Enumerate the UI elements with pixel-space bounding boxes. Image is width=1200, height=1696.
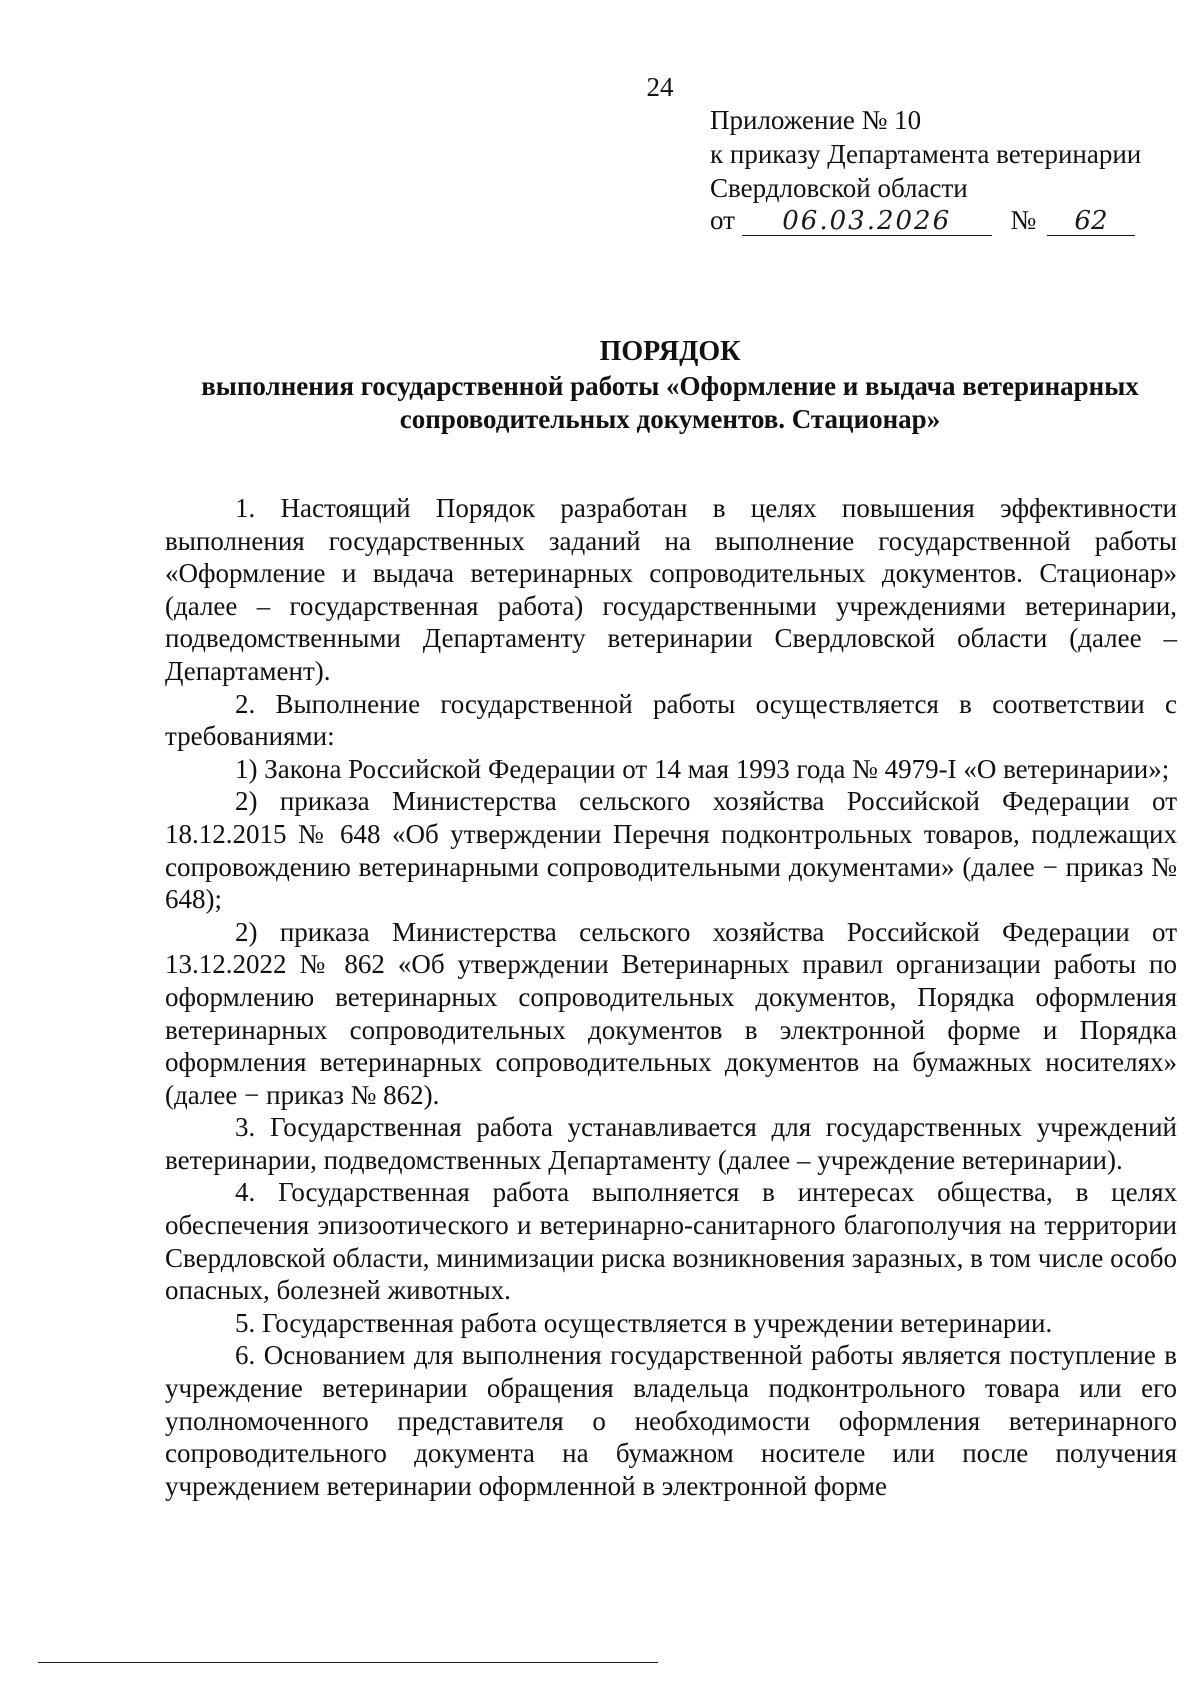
- paragraph: 5. Государственная работа осуществляется в учреждении ветеринарии.: [235, 1307, 1053, 1338]
- paragraph: 2) приказа Министерства сельского хозяйства Российской Федерации от 18.12.2015 № 648 «Об утверждении Перечня подконтрольных товаров, подлежащих сопровождению ветеринарными сопроводительными документами» (далее − приказ № 648);: [165, 786, 1177, 915]
- paragraph: 2. Выполнение государственной работы осуществляется в соответствии с требованиями:: [165, 688, 1177, 752]
- appendix-order-ref: к приказу Департамента ветеринарии: [710, 139, 1142, 169]
- handwritten-number: 62: [1047, 207, 1135, 236]
- title-main: ПОРЯДОК: [599, 336, 741, 367]
- document-title: [165, 335, 1175, 436]
- handwritten-date: 06.03.2026: [742, 207, 992, 236]
- appendix-header: [710, 103, 1141, 205]
- paragraph: 1) Закона Российской Федерации от 14 мая 1993 года № 4979-I «О ветеринарии»;: [235, 753, 1170, 784]
- from-label: от: [710, 205, 735, 235]
- page-number: 24: [646, 72, 674, 102]
- appendix-number: Приложение № 10: [710, 105, 922, 135]
- paragraph: 1. Настоящий Порядок разработан в целях повышения эффективности выполнения государственных заданий на выполнение государственной работы «Оформление и выдача ветеринарных сопроводительных документов. Стационар» (далее – государственная работа) государственными учреждениями ветеринарии, подведомственными Департаменту ветеринарии Свердловской области (далее – Департамент).: [165, 493, 1177, 686]
- document-body: [165, 492, 1177, 1502]
- paragraph: 4. Государственная работа выполняется в интересах общества, в целях обеспечения эпизоотического и ветеринарно-санитарного благополучия на территории Свердловской области, минимизации риска возникновения заразных, в том числе особо опасных, болезней животных.: [165, 1177, 1177, 1306]
- number-label: №: [1010, 205, 1037, 235]
- title-subtitle: выполнения государственной работы «Оформление и выдача ветеринарных сопроводительных документов. Стационар»: [201, 371, 1139, 434]
- order-date-number-line: [710, 203, 1135, 237]
- paragraph: 6. Основанием для выполнения государственной работы является поступление в учреждение ветеринарии обращения владельца подконтрольного товара или его уполномоченного представителя о необходимости оформления ветеринарного сопроводительного документа на бумажном носителе или после получения учреждением ветеринарии оформленной в электронной форме: [165, 1340, 1177, 1501]
- paragraph: 2) приказа Министерства сельского хозяйства Российской Федерации от 13.12.2022 № 862 «Об утверждении Ветеринарных правил организации работы по оформлению ветеринарных сопроводительных документов, Порядка оформления ветеринарных сопроводительных документов в электронной форме и Порядка оформления ветеринарных сопроводительных документов на бумажных носителях» (далее − приказ № 862).: [165, 916, 1177, 1110]
- appendix-region: Свердловской области: [710, 173, 968, 203]
- footnote-divider: [38, 1662, 658, 1663]
- paragraph: 3. Государственная работа устанавливается для государственных учреждений ветеринарии, подведомственных Департаменту (далее – учреждение ветеринарии).: [165, 1112, 1177, 1175]
